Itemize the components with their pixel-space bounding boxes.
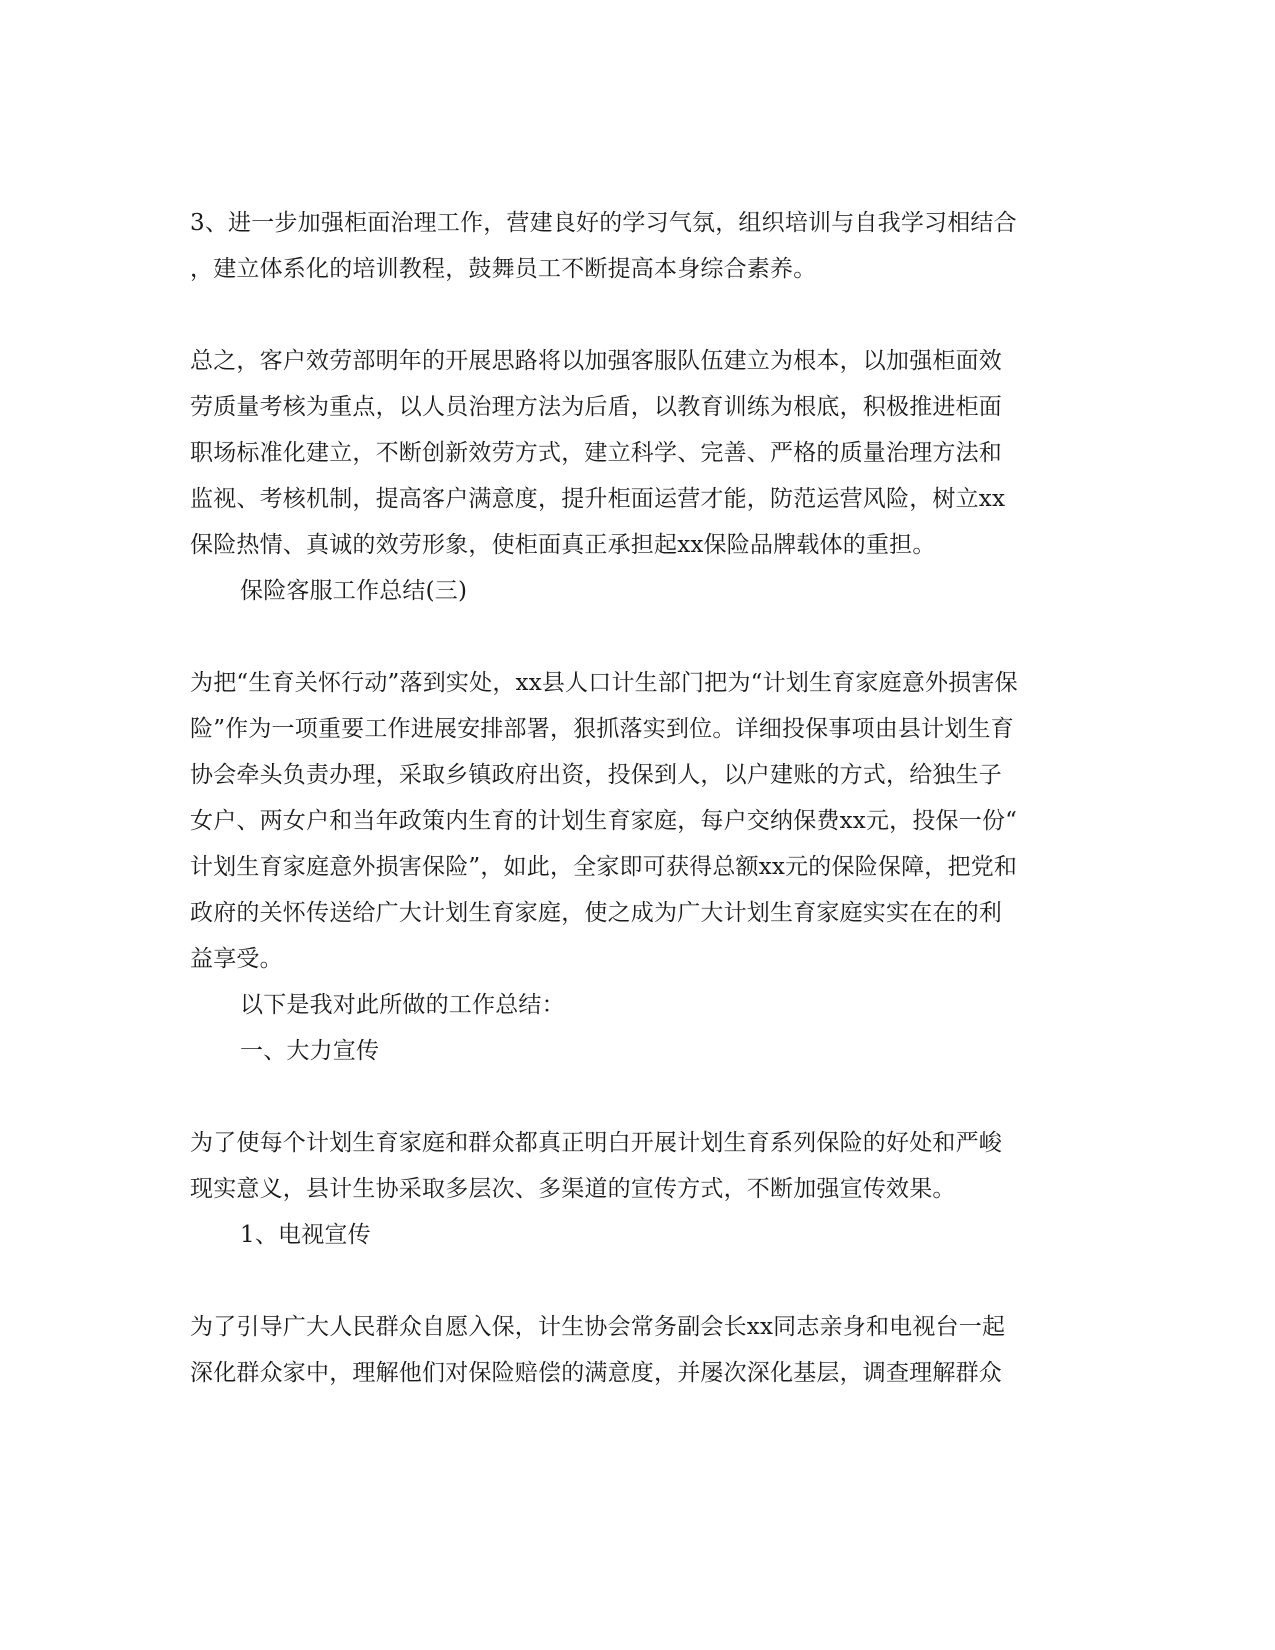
text-line: 3、进一步加强柜面治理工作，营建良好的学习气氛，组织培训与自我学习相结合 [190,210,1017,236]
section-heading: 一、大力宣传 [240,1038,380,1064]
text-line: 为了使每个计划生育家庭和群众都真正明白开展计划生育系列保险的好处和严峻 [190,1130,1002,1156]
text-line: 以下是我对此所做的工作总结： [240,992,565,1018]
text-line: 女户、两女户和当年政策内生育的计划生育家庭，每户交纳保费xx元，投保一份“ [190,808,1018,834]
subsection-heading: 1、电视宣传 [240,1222,371,1248]
text-line: 现实意义，县计生协采取多层次、多渠道的宣传方式，不断加强宣传效果。 [190,1176,956,1202]
text-line: 计划生育家庭意外损害保险”，如此，全家即可获得总额xx元的保险保障，把党和 [190,854,1018,880]
text-line: 益享受。 [190,946,283,972]
text-line: 险”作为一项重要工作进展安排部署，狠抓落实到位。详细投保事项由县计划生育 [190,716,1014,742]
section-heading: 保险客服工作总结(三) [240,578,468,604]
text-line: 为把“生育关怀行动”落到实处，xx县人口计生部门把为“计划生育家庭意外损害保 [190,670,1018,696]
text-line: 监视、考核机制，提高客户满意度，提升柜面运营才能，防范运营风险，树立xx [190,486,1006,512]
text-line: 总之，客户效劳部明年的开展思路将以加强客服队伍建立为根本，以加强柜面效 [190,348,1002,374]
text-line: 深化群众家中，理解他们对保险赔偿的满意度，并屡次深化基层，调查理解群众 [190,1360,1002,1386]
text-line: 政府的关怀传送给广大计划生育家庭，使之成为广大计划生育家庭实实在在的利 [190,900,1002,926]
text-line: 协会牵头负责办理，采取乡镇政府出资，投保到人，以户建账的方式，给独生子 [190,762,1002,788]
text-line: 为了引导广大人民群众自愿入保，计生协会常务副会长xx同志亲身和电视台一起 [190,1314,1006,1340]
text-line: 劳质量考核为重点，以人员治理方法为后盾，以教育训练为根底，积极推进柜面 [190,394,1002,420]
text-line: 保险热情、真诚的效劳形象，使柜面真正承担起xx保险品牌载体的重担。 [190,532,936,558]
text-line: ，建立体系化的培训教程，鼓舞员工不断提高本身综合素养。 [190,256,817,282]
text-line: 职场标准化建立，不断创新效劳方式，建立科学、完善、严格的质量治理方法和 [190,440,1002,466]
